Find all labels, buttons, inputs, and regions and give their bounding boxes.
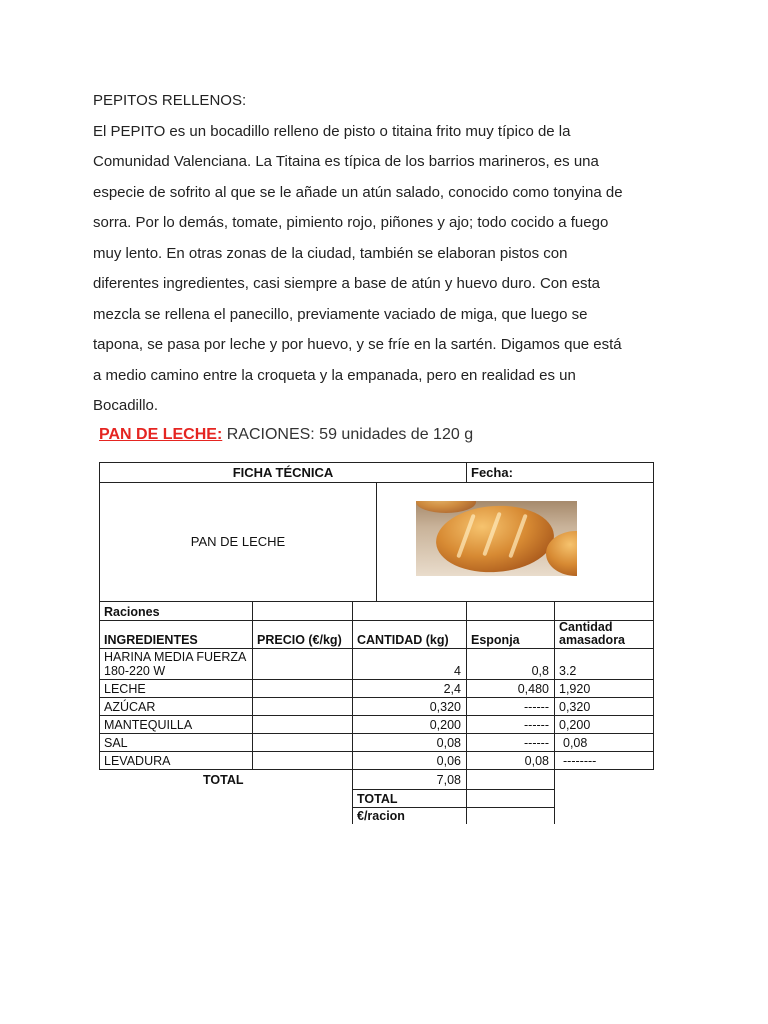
table-row-cantidad: 0,08 bbox=[352, 733, 467, 752]
table-row-esponja: ------ bbox=[466, 697, 555, 716]
header-cantidad bbox=[352, 620, 467, 649]
header-precio bbox=[252, 620, 353, 649]
bread-photo-icon bbox=[416, 501, 577, 576]
raciones-precio-cell bbox=[252, 601, 353, 621]
table-row-precio bbox=[252, 751, 353, 770]
table-row-amasadora: 0,320 bbox=[554, 697, 654, 716]
table-row-amasadora: -------- bbox=[554, 751, 654, 770]
product-name: PAN DE LECHE bbox=[190, 534, 286, 549]
table-row-amasadora: 0,08 bbox=[554, 733, 654, 752]
table-row-precio bbox=[252, 648, 353, 680]
article-line: Comunidad Valenciana. La Titaina es típica de los barrios marineros, es una bbox=[93, 153, 599, 170]
fecha-label: Fecha: bbox=[471, 465, 513, 480]
table-row-esponja: 0,480 bbox=[466, 679, 555, 698]
table-row-cantidad: 0,06 bbox=[352, 751, 467, 770]
header-amasadora-label: Cantidad amasadora bbox=[559, 620, 626, 647]
table-row-esponja: ------ bbox=[466, 733, 555, 752]
article-line: diferentes ingredientes, casi siempre a base de atún y huevo duro. Con esta bbox=[93, 275, 600, 292]
racion-cell bbox=[352, 807, 467, 824]
raciones-cell bbox=[99, 601, 253, 621]
article-line: sorra. Por lo demás, tomate, pimiento rojo, piñones y ajo; todo cocido a fuego bbox=[93, 214, 609, 231]
article-line: especie de sofrito al que se le añade un atún salado, conocido como tonyina de bbox=[93, 183, 623, 201]
total2-cell bbox=[352, 789, 467, 808]
racion-label: €/racion bbox=[357, 809, 405, 823]
article-line: El PEPITO es un bocadillo relleno de pisto o titaina frito muy típico de la bbox=[93, 122, 571, 140]
header-cantidad-label: CANTIDAD (kg) bbox=[357, 633, 449, 647]
table-row-name: AZÚCAR bbox=[99, 697, 253, 716]
raciones-esponja-cell bbox=[466, 601, 555, 621]
table-row-amasadora: 0,200 bbox=[554, 715, 654, 734]
header-esponja bbox=[466, 620, 555, 649]
ficha-tecnica-label: FICHA TÉCNICA bbox=[232, 465, 334, 480]
header-ingredientes bbox=[99, 620, 253, 649]
table-row-name: LECHE bbox=[99, 679, 253, 698]
article-line: a medio camino entre la croqueta y la empanada, pero en realidad es un bbox=[93, 366, 576, 384]
total2-label: TOTAL bbox=[357, 792, 398, 806]
table-row-esponja: 0,08 bbox=[466, 751, 555, 770]
table-row-name: LEVADURA bbox=[99, 751, 253, 770]
table-row-cantidad: 0,200 bbox=[352, 715, 467, 734]
raciones-amasadora-cell bbox=[554, 601, 654, 621]
article-line: Bocadillo. bbox=[93, 397, 159, 414]
total-value: 7,08 bbox=[436, 773, 461, 787]
raciones-cantidad-cell bbox=[352, 601, 467, 621]
bread-main-shape bbox=[434, 502, 556, 576]
article-line: tapona, se pasa por leche y por huevo, y se fríe en la sartén. Digamos que está bbox=[93, 336, 622, 353]
raciones-label: Raciones bbox=[104, 605, 160, 619]
header-esponja-label: Esponja bbox=[471, 633, 520, 647]
table-row-cantidad: 2,4 bbox=[352, 679, 467, 698]
table-row-precio bbox=[252, 715, 353, 734]
article-line: muy lento. En otras zonas de la ciudad, también se elaboran pistos con bbox=[93, 244, 568, 262]
table-row-amasadora: 1,920 bbox=[554, 679, 654, 698]
table-row-amasadora: 3.2 bbox=[554, 648, 654, 680]
ficha-tecnica-header bbox=[99, 462, 467, 483]
table-row-precio bbox=[252, 733, 353, 752]
table-row-name: HARINA MEDIA FUERZA 180-220 W bbox=[99, 648, 253, 680]
table-row-esponja: ------ bbox=[466, 715, 555, 734]
table-row-name: MANTEQUILLA bbox=[99, 715, 253, 734]
total-label-cell bbox=[203, 771, 283, 790]
fecha-header bbox=[466, 462, 654, 483]
table-row-esponja: 0,8 bbox=[466, 648, 555, 680]
total2-value-cell bbox=[466, 789, 555, 808]
header-precio-label: PRECIO (€/kg) bbox=[257, 633, 342, 647]
table-row-precio bbox=[252, 679, 353, 698]
sheet-heading-product: PAN DE LECHE: bbox=[99, 426, 223, 443]
article-title: PEPITOS RELLENOS: bbox=[93, 92, 247, 109]
racion-value-cell bbox=[466, 807, 555, 824]
table-row-name: SAL bbox=[99, 733, 253, 752]
total-value-cell bbox=[352, 769, 467, 790]
header-amasadora bbox=[554, 620, 654, 649]
table-row-cantidad: 4 bbox=[352, 648, 467, 680]
table-row-precio bbox=[252, 697, 353, 716]
header-ingredientes-label: INGREDIENTES bbox=[104, 633, 198, 647]
table-row-cantidad: 0,320 bbox=[352, 697, 467, 716]
total-label: TOTAL bbox=[203, 773, 244, 787]
sheet-heading-raciones: RACIONES: 59 unidades de 120 g bbox=[222, 426, 474, 443]
product-name-cell bbox=[99, 482, 377, 602]
article-line: mezcla se rellena el panecillo, previamente vaciado de miga, que luego se bbox=[93, 305, 588, 323]
